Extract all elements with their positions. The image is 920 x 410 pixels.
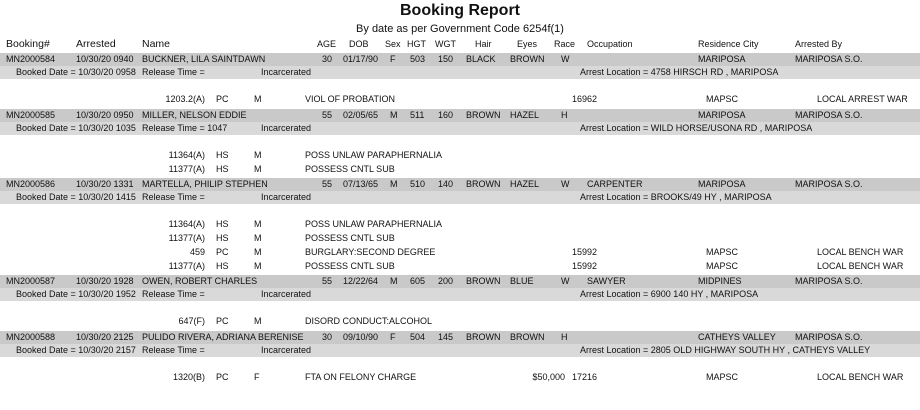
booking-record <box>0 109 920 178</box>
record-band <box>0 275 920 301</box>
charge-code: 647(F) <box>178 316 205 326</box>
height-value: 511 <box>410 110 425 120</box>
header-race: Race <box>554 39 576 49</box>
height-value: 605 <box>410 276 426 286</box>
header-hgt: HGT <box>407 39 426 49</box>
eyes-value: HAZEL <box>510 179 540 189</box>
race-value: W <box>561 179 570 189</box>
warrant-number: 15992 <box>572 247 598 257</box>
header-arrested: Arrested <box>76 38 116 50</box>
booking-number: MN2000585 <box>6 110 56 120</box>
charge-type: PC <box>216 247 229 257</box>
arrested-datetime: 10/30/20 0950 <box>76 110 134 120</box>
charge-code: 11377(A) <box>168 261 205 271</box>
height-value: 503 <box>410 54 426 64</box>
sex-value: F <box>390 54 396 64</box>
charge-type: HS <box>216 219 229 229</box>
header-booking: Booking# <box>6 38 50 50</box>
age-value: 30 <box>322 54 333 64</box>
charge-row <box>0 164 920 177</box>
warrant-type: LOCAL BENCH WAR <box>817 247 904 257</box>
dob-value: 07/13/65 <box>343 179 379 189</box>
release-time: Release Time = <box>142 345 205 355</box>
hair-value: BROWN <box>466 276 501 286</box>
record-detail-line <box>0 191 920 204</box>
weight-value: 160 <box>438 110 454 120</box>
person-name: OWEN, ROBERT CHARLES <box>142 276 258 286</box>
charge-level: M <box>254 233 262 243</box>
charge-description: BURGLARY:SECOND DEGREE <box>305 247 436 257</box>
record-detail-line <box>0 66 920 79</box>
arrested-datetime: 10/30/20 2125 <box>76 332 134 342</box>
record-band <box>0 178 920 204</box>
record-band <box>0 109 920 135</box>
custody-status: Incarcerated <box>261 289 312 299</box>
report-subtitle: By date as per Government Code 6254f(1) <box>356 23 564 35</box>
record-detail-line <box>0 288 920 301</box>
warrant-type: LOCAL ARREST WAR <box>817 94 908 104</box>
height-value: 504 <box>410 332 426 342</box>
charge-level: M <box>254 316 262 326</box>
booking-number: MN2000588 <box>6 332 56 342</box>
warrant-agency: MAPSC <box>706 247 739 257</box>
race-value: W <box>561 54 570 64</box>
weight-value: 145 <box>438 332 454 342</box>
charge-level: M <box>254 164 262 174</box>
booked-date: Booked Date = 10/30/20 2157 <box>16 345 136 355</box>
booked-date: Booked Date = 10/30/20 1035 <box>16 123 136 133</box>
charge-description: FTA ON FELONY CHARGE <box>305 372 417 382</box>
race-value: H <box>561 110 568 120</box>
charge-code: 11364(A) <box>168 150 205 160</box>
weight-value: 200 <box>438 276 454 286</box>
charge-code: 11364(A) <box>168 219 205 229</box>
charge-type: HS <box>216 164 229 174</box>
warrant-agency: MAPSC <box>706 261 739 271</box>
header-hair: Hair <box>475 39 492 49</box>
charge-type: PC <box>216 316 229 326</box>
warrant-agency: MAPSC <box>706 94 739 104</box>
release-time: Release Time = <box>142 289 205 299</box>
charge-row <box>0 150 920 163</box>
arrested-datetime: 10/30/20 1928 <box>76 276 134 286</box>
person-name: MARTELLA, PHILIP STEPHEN <box>142 179 268 189</box>
charge-type: HS <box>216 261 229 271</box>
release-time: Release Time = <box>142 67 205 77</box>
eyes-value: BLUE <box>510 276 534 286</box>
booking-record <box>0 178 920 275</box>
hair-value: BROWN <box>466 179 501 189</box>
record-band <box>0 53 920 79</box>
warrant-type: LOCAL BENCH WAR <box>817 261 904 271</box>
residence-city: MARIPOSA <box>698 110 746 120</box>
charge-type: HS <box>216 233 229 243</box>
booking-number: MN2000584 <box>6 54 56 64</box>
warrant-number: 16962 <box>572 94 598 104</box>
arrested-by: MARIPOSA S.O. <box>795 276 863 286</box>
column-header-row <box>0 38 920 52</box>
hair-value: BLACK <box>466 54 496 64</box>
charge-row <box>0 316 920 329</box>
report-title: Booking Report <box>400 2 520 19</box>
sex-value: F <box>390 332 396 342</box>
arrested-by: MARIPOSA S.O. <box>795 54 863 64</box>
eyes-value: BROWN <box>510 54 545 64</box>
residence-city: CATHEYS VALLEY <box>698 332 776 342</box>
arrested-by: MARIPOSA S.O. <box>795 110 863 120</box>
eyes-value: HAZEL <box>510 110 540 120</box>
sex-value: M <box>390 276 398 286</box>
age-value: 30 <box>322 332 333 342</box>
arrested-by: MARIPOSA S.O. <box>795 179 863 189</box>
charge-level: F <box>254 372 260 382</box>
booking-record <box>0 275 920 330</box>
charge-description: POSS UNLAW PARAPHERNALIA <box>305 150 443 160</box>
booked-date: Booked Date = 10/30/20 0958 <box>16 67 136 77</box>
charge-level: M <box>254 219 262 229</box>
race-value: H <box>561 332 568 342</box>
residence-city: MARIPOSA <box>698 54 746 64</box>
occupation-value: CARPENTER <box>587 179 643 189</box>
eyes-value: BROWN <box>510 332 545 342</box>
occupation-value: SAWYER <box>587 276 626 286</box>
residence-city: MIDPINES <box>698 276 742 286</box>
person-name: PULIDO RIVERA, ADRIANA BERENISE <box>142 332 304 342</box>
charge-description: POSS UNLAW PARAPHERNALIA <box>305 219 443 229</box>
header-residence: Residence City <box>698 39 759 49</box>
record-band <box>0 331 920 357</box>
arrest-location: Arrest Location = WILD HORSE/USONA RD , MARIPOSA <box>580 123 813 133</box>
header-wgt: WGT <box>435 39 456 49</box>
charge-row <box>0 372 920 385</box>
charge-code: 1320(B) <box>172 372 205 382</box>
warrant-number: 17216 <box>572 372 598 382</box>
bail-amount: $50,000 <box>532 372 565 382</box>
person-name: BUCKNER, LILA SAINTDAWN <box>142 54 266 64</box>
dob-value: 09/10/90 <box>343 332 379 342</box>
header-occupation: Occupation <box>587 39 633 49</box>
booked-date: Booked Date = 10/30/20 1952 <box>16 289 136 299</box>
charge-row <box>0 219 920 232</box>
header-age: AGE <box>317 39 337 49</box>
hair-value: BROWN <box>466 332 501 342</box>
person-name: MILLER, NELSON EDDIE <box>142 110 247 120</box>
sex-value: M <box>390 110 398 120</box>
booking-number: MN2000587 <box>6 276 56 286</box>
charge-row <box>0 261 920 274</box>
arrest-location: Arrest Location = 4758 HIRSCH RD , MARIPOSA <box>580 67 779 77</box>
charge-description: POSSESS CNTL SUB <box>305 164 395 174</box>
charge-row <box>0 233 920 246</box>
hair-value: BROWN <box>466 110 501 120</box>
charge-level: M <box>254 261 262 271</box>
age-value: 55 <box>322 276 333 286</box>
booked-date: Booked Date = 10/30/20 1415 <box>16 192 136 202</box>
charge-description: VIOL OF PROBATION <box>305 94 396 104</box>
charge-code: 459 <box>189 247 205 257</box>
dob-value: 12/22/64 <box>343 276 379 286</box>
arrested-by: MARIPOSA S.O. <box>795 332 863 342</box>
booking-record <box>0 53 920 108</box>
header-eyes: Eyes <box>517 39 538 49</box>
age-value: 55 <box>322 110 333 120</box>
charge-row <box>0 94 920 107</box>
release-time: Release Time = <box>142 192 205 202</box>
charge-code: 11377(A) <box>168 164 205 174</box>
charge-row <box>0 247 920 260</box>
dob-value: 02/05/65 <box>343 110 379 120</box>
arrest-location: Arrest Location = 2805 OLD HIGHWAY SOUTH HY , CATHEYS VALLEY <box>580 345 871 355</box>
warrant-type: LOCAL BENCH WAR <box>817 372 904 382</box>
charge-level: M <box>254 247 262 257</box>
booking-record <box>0 331 920 386</box>
dob-value: 01/17/90 <box>343 54 379 64</box>
release-time: Release Time = 1047 <box>142 123 228 133</box>
header-dob: DOB <box>349 39 369 49</box>
weight-value: 140 <box>438 179 454 189</box>
arrested-datetime: 10/30/20 0940 <box>76 54 134 64</box>
arrest-location: Arrest Location = BROOKS/49 HY , MARIPOSA <box>580 192 772 202</box>
booking-number: MN2000586 <box>6 179 56 189</box>
charge-code: 1203.2(A) <box>165 94 205 104</box>
warrant-number: 15992 <box>572 261 598 271</box>
charge-level: M <box>254 150 262 160</box>
charge-type: PC <box>216 372 229 382</box>
header-name: Name <box>142 38 171 50</box>
charge-description: POSSESS CNTL SUB <box>305 233 395 243</box>
charge-description: DISORD CONDUCT:ALCOHOL <box>305 316 433 326</box>
header-arrested-by: Arrested By <box>795 39 843 49</box>
custody-status: Incarcerated <box>261 67 312 77</box>
custody-status: Incarcerated <box>261 192 312 202</box>
age-value: 55 <box>322 179 333 189</box>
charge-type: PC <box>216 94 229 104</box>
charge-description: POSSESS CNTL SUB <box>305 261 395 271</box>
sex-value: M <box>390 179 398 189</box>
arrested-datetime: 10/30/20 1331 <box>76 179 134 189</box>
weight-value: 150 <box>438 54 454 64</box>
warrant-agency: MAPSC <box>706 372 739 382</box>
custody-status: Incarcerated <box>261 123 312 133</box>
custody-status: Incarcerated <box>261 345 312 355</box>
charge-level: M <box>254 94 262 104</box>
residence-city: MARIPOSA <box>698 179 746 189</box>
charge-type: HS <box>216 150 229 160</box>
arrest-location: Arrest Location = 6900 140 HY , MARIPOSA <box>580 289 759 299</box>
charge-code: 11377(A) <box>168 233 205 243</box>
height-value: 510 <box>410 179 426 189</box>
header-sex: Sex <box>385 39 401 49</box>
race-value: W <box>561 276 570 286</box>
